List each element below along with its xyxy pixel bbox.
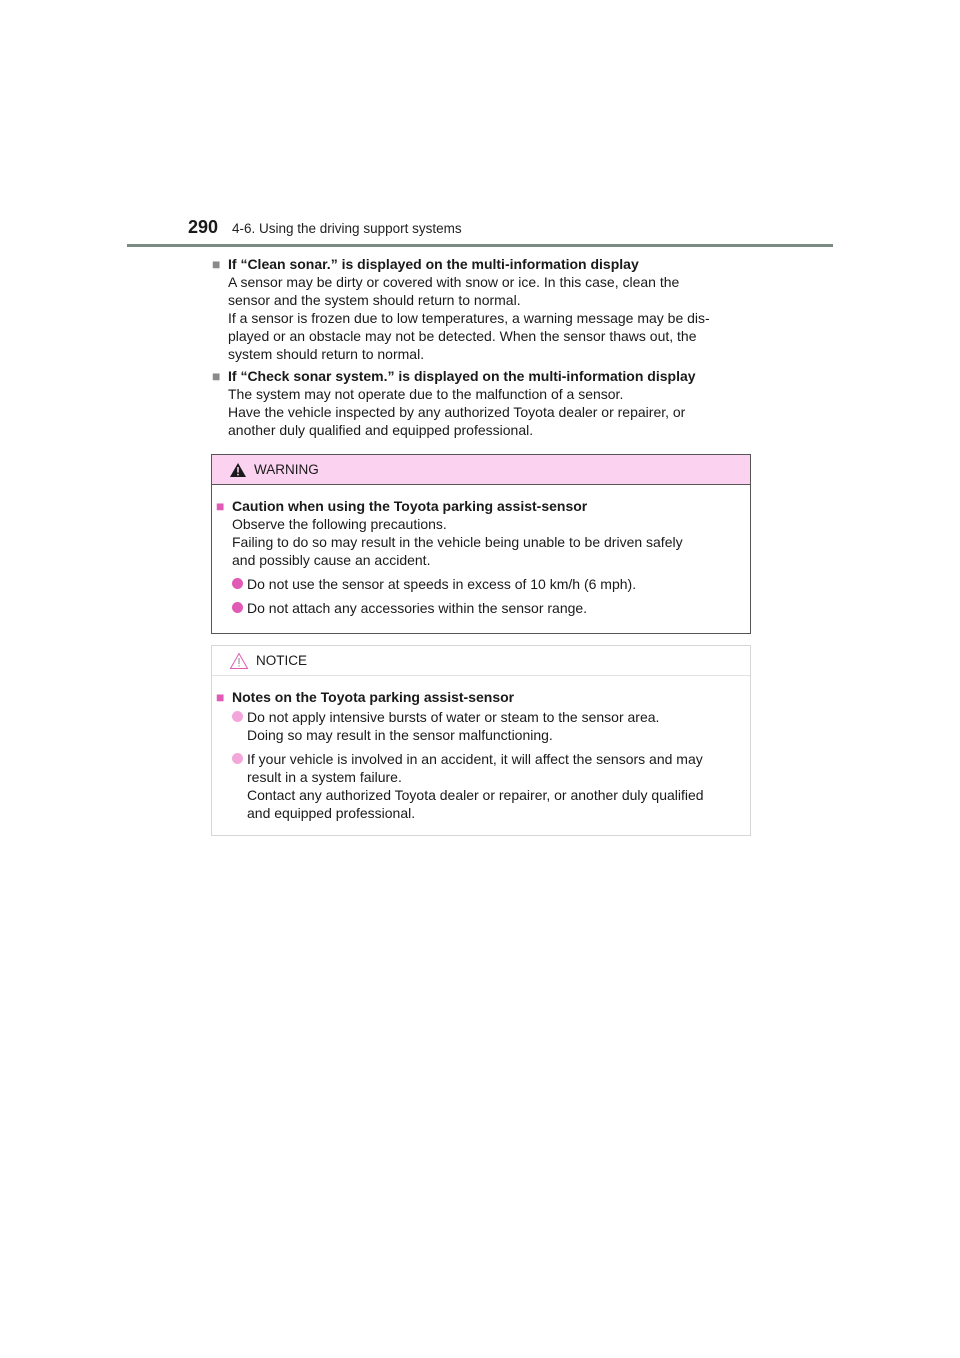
- circle-bullet-icon: [232, 602, 243, 613]
- warning-triangle-icon: [229, 462, 247, 478]
- item-heading-text: If “Check sonar system.” is displayed on the multi-information display: [228, 368, 696, 384]
- text-line: If a sensor is frozen due to low temperatures, a warning message may be dis-: [228, 310, 710, 326]
- notice-heading: [216, 688, 742, 706]
- warning-paragraph: [232, 515, 742, 569]
- warning-label: WARNING: [254, 462, 319, 477]
- text-line: Failing to do so may result in the vehicle being unable to be driven safely: [232, 534, 683, 550]
- notice-body: [212, 676, 750, 822]
- item-paragraph: [228, 385, 752, 439]
- bullet-text: Do not use the sensor at speeds in excess of 10 km/h (6 mph).: [247, 576, 637, 592]
- circle-bullet-icon: [232, 711, 243, 722]
- item-heading-text: If “Clean sonar.” is displayed on the multi-information display: [228, 256, 639, 272]
- bullet-text: [247, 708, 659, 744]
- item-paragraph: [228, 273, 752, 363]
- item-heading: [212, 255, 752, 273]
- text-line: Do not apply intensive bursts of water or steam to the sensor area.: [247, 709, 660, 725]
- notice-box: [211, 645, 751, 836]
- warning-heading-text: Caution when using the Toyota parking assist-sensor: [232, 498, 588, 514]
- warning-header: [212, 455, 750, 485]
- warning-body: [212, 485, 750, 617]
- text-line: result in a system failure.: [247, 769, 402, 785]
- text-line: sensor and the system should return to normal.: [228, 292, 521, 308]
- notice-triangle-icon: [229, 652, 249, 670]
- bullet-text: Do not attach any accessories within the sensor range.: [247, 600, 588, 616]
- header-rule: [127, 244, 833, 247]
- text-line: Observe the following precautions.: [232, 516, 447, 532]
- circle-bullet-icon: [232, 578, 243, 589]
- warning-bullet: [232, 575, 742, 593]
- text-line: and possibly cause an accident.: [232, 552, 431, 568]
- notice-heading-text: Notes on the Toyota parking assist-sensor: [232, 689, 515, 705]
- square-icon: ■: [212, 256, 221, 272]
- circle-bullet-icon: [232, 753, 243, 764]
- warning-box: [211, 454, 751, 634]
- text-line: A sensor may be dirty or covered with snow or ice. In this case, clean the: [228, 274, 680, 290]
- text-line: Have the vehicle inspected by any authorized Toyota dealer or repairer, or: [228, 404, 686, 420]
- text-line: The system may not operate due to the malfunction of a sensor.: [228, 386, 624, 402]
- item-heading: [212, 367, 752, 385]
- notice-header: [212, 646, 750, 676]
- page-header: [188, 217, 462, 238]
- text-line: system should return to normal.: [228, 346, 425, 362]
- notice-bullet: [232, 708, 742, 744]
- section-title: 4-6. Using the driving support systems: [232, 221, 462, 236]
- warning-bullet: [232, 599, 742, 617]
- square-icon: ■: [212, 368, 221, 384]
- text-line: Doing so may result in the sensor malfunctioning.: [247, 727, 553, 743]
- text-line: played or an obstacle may not be detected. When the sensor thaws out, the: [228, 328, 697, 344]
- main-content: [212, 255, 752, 439]
- bullet-text: [247, 750, 704, 822]
- text-line: and equipped professional.: [247, 805, 416, 821]
- text-line: Contact any authorized Toyota dealer or repairer, or another duly qualified: [247, 787, 704, 803]
- warning-heading: [216, 497, 742, 515]
- text-line: another duly qualified and equipped professional.: [228, 422, 534, 438]
- page-number: 290: [188, 217, 219, 237]
- text-line: If your vehicle is involved in an accident, it will affect the sensors and may: [247, 751, 703, 767]
- notice-label: NOTICE: [256, 653, 308, 668]
- square-icon: ■: [216, 498, 225, 514]
- notice-bullet: [232, 750, 742, 822]
- square-icon: ■: [216, 689, 225, 705]
